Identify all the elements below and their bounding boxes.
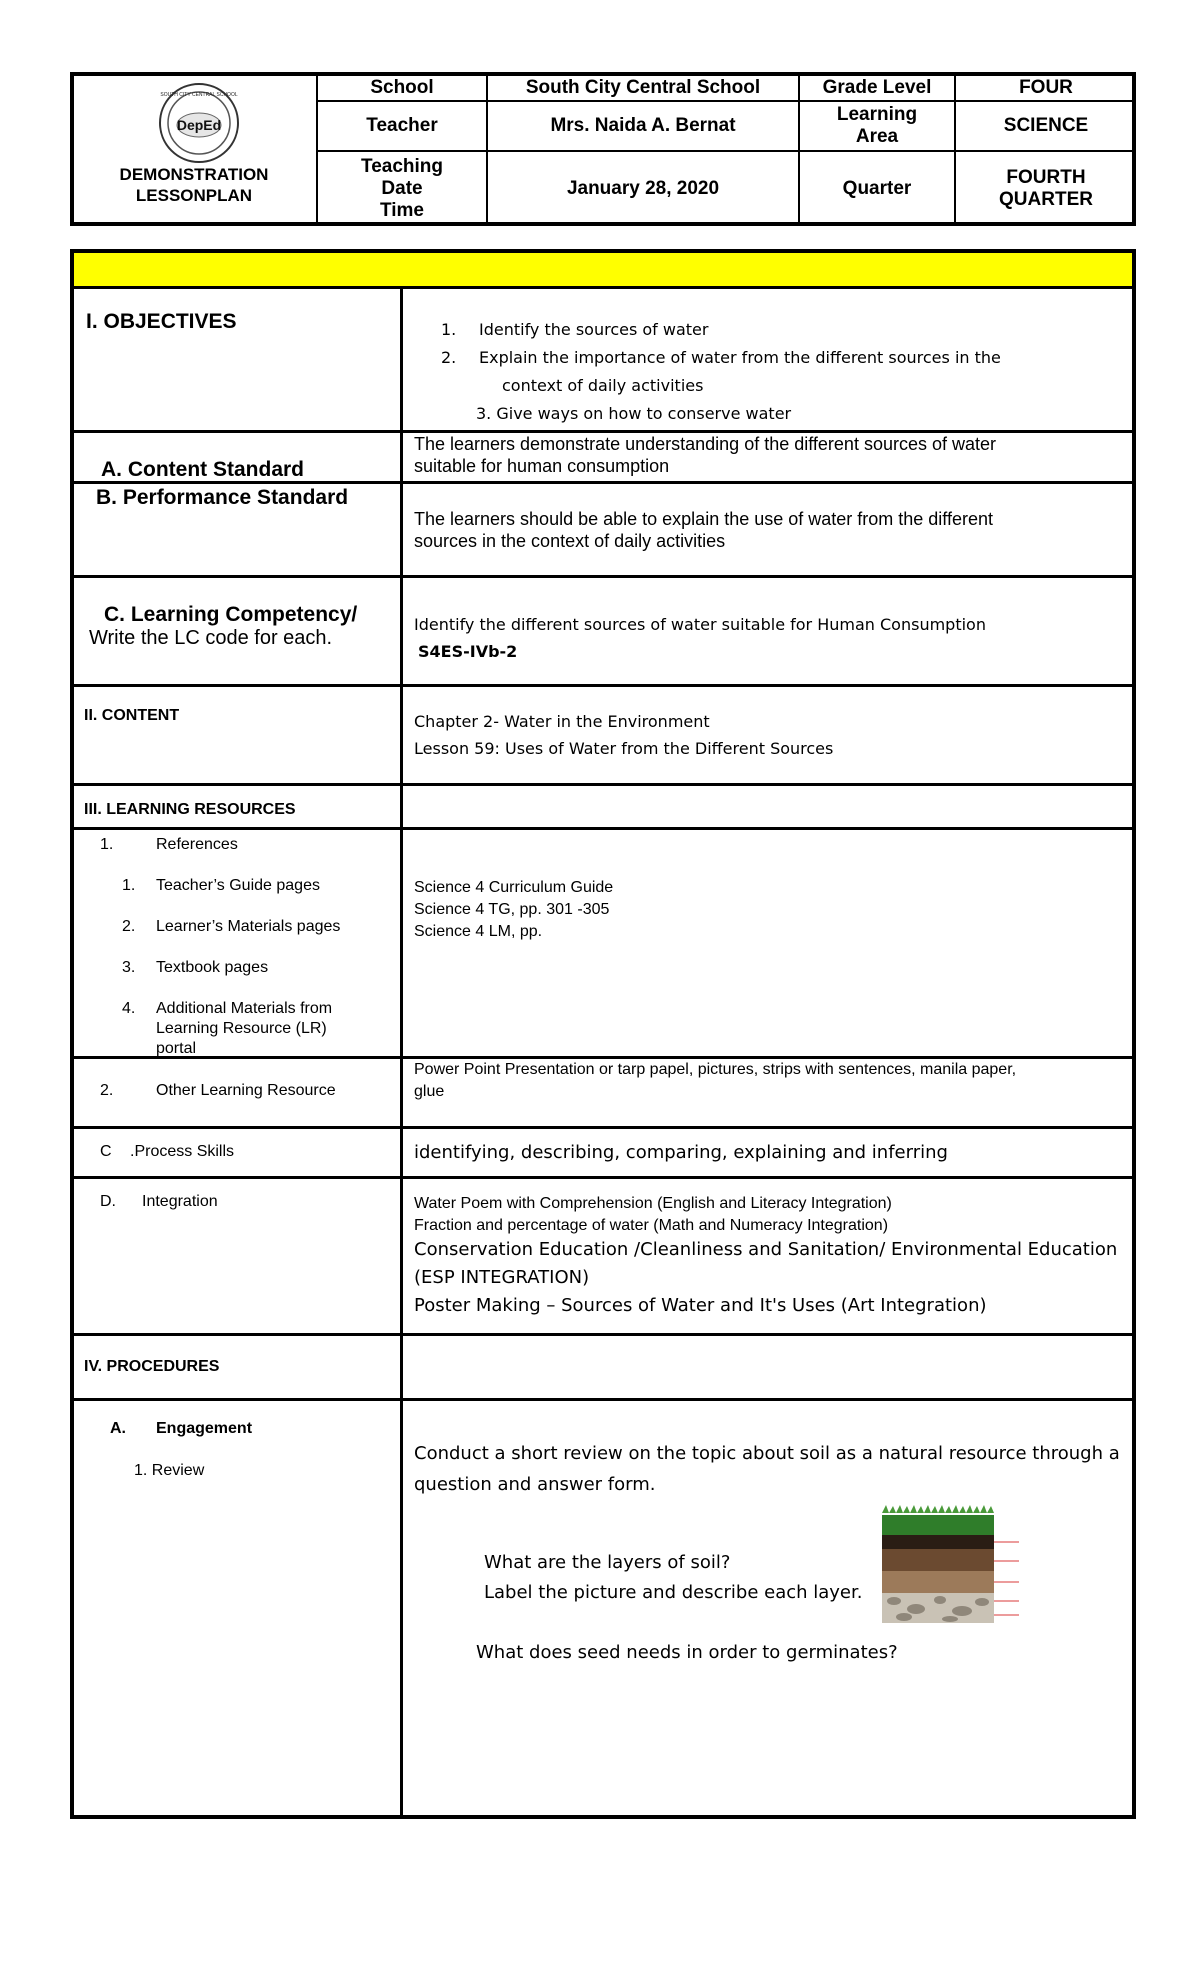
textbook-num: 3. [122,959,136,976]
lesson-table [70,249,1136,1819]
content-line1: Chapter 2- Water in the Environment [414,712,710,731]
date-label [318,152,488,226]
question-2: Label the picture and describe each layer. [484,1582,863,1603]
content-standard-line1: The learners demonstrate understanding of the different sources of water [414,434,997,454]
competency-text: Identify the different sources of water suitable for Human Consumption [414,615,986,634]
quarter-value [956,152,1136,226]
header-grid [318,76,1132,222]
process-skills-label: .Process Skills [130,1143,235,1160]
area-label-line1: Learning [836,104,918,125]
integration-label: Integration [142,1193,218,1210]
integration-line1: Water Poem with Comprehension (English and Literacy Integration) [414,1195,892,1212]
integration-line4: (ESP INTEGRATION) [414,1267,590,1288]
review-label: 1. Review [134,1462,205,1479]
competency-label-line1: C. Learning Competency/ [104,603,358,626]
date-value: January 28, 2020 [488,152,800,226]
grade-value: FOUR [956,76,1136,102]
content-label: II. CONTENT [84,707,180,724]
textbook-pages-label: Textbook pages [156,959,269,976]
procedures-label: IV. PROCEDURES [84,1358,220,1375]
objective-2: Explain the importance of water from the different sources in the [479,348,1001,367]
ref-value-2: Science 4 TG, pp. 301 -305 [414,901,610,918]
date-label-line3: Time [379,200,424,221]
grade-label: Grade Level [800,76,956,102]
other-resource-line1: Power Point Presentation or tarp papel, pictures, strips with sentences, manila paper, [414,1061,1017,1078]
additional-materials-label: Additional Materials from [156,1000,333,1017]
deped-logo [158,82,240,164]
integration-letter: D. [100,1193,116,1210]
quarter-value-line2: QUARTER [999,189,1093,210]
school-label: School [318,76,488,102]
additional-materials-line2: Learning Resource (LR) [156,1020,327,1037]
lm-num: 2. [122,918,136,935]
ref-value-1: Science 4 Curriculum Guide [414,879,614,896]
quarter-label: Quarter [800,152,956,226]
integration-line5: Poster Making – Sources of Water and It's Uses (Art Integration) [414,1295,987,1316]
objective-2-cont: context of daily activities [502,376,704,395]
other-resource-label: Other Learning Resource [156,1082,336,1099]
objective-2-num: 2. [441,348,457,367]
other-resource-num: 2. [100,1082,114,1099]
references-label: References [156,836,238,853]
question-3: What does seed needs in order to germinates? [476,1642,898,1663]
competency-label-line2: Write the LC code for each. [89,627,333,649]
integration-line2: Fraction and percentage of water (Math and Numeracy Integration) [414,1217,889,1234]
row-divider [74,1398,1132,1401]
soil-layers-image [874,1505,1034,1635]
performance-standard-line2: sources in the context of daily activities [414,531,726,551]
doc-title-line2: LESSONPLAN [135,186,253,205]
additional-materials-line3: portal [156,1040,197,1057]
ref-value-3: Science 4 LM, pp. [414,923,543,940]
row-divider [74,827,1132,830]
date-label-line2: Date [381,178,423,199]
logo-cell [74,76,318,222]
doc-title [74,164,314,206]
objective-1-num: 1. [441,320,457,339]
other-resource-line2: glue [414,1083,445,1100]
row-divider [74,1126,1132,1129]
content-line2: Lesson 59: Uses of Water from the Different Sources [414,739,834,758]
logo-ring-text: SOUTH CITY CENTRAL SCHOOL [160,92,238,98]
objective-3: 3. Give ways on how to conserve water [476,404,792,423]
logo-text: DepEd [176,117,222,133]
content-standard-label: A. Content Standard [101,458,304,481]
highlight-bar [74,253,1132,289]
process-skills-text: identifying, describing, comparing, explaining and inferring [414,1142,948,1163]
area-label [800,102,956,152]
engagement-label: Engagement [156,1420,253,1437]
area-value: SCIENCE [956,102,1136,152]
row-divider [74,1176,1132,1179]
teacher-value: Mrs. Naida A. Bernat [488,102,800,152]
process-skills-letter: C [100,1143,112,1160]
row-divider [74,575,1132,578]
header-table [70,72,1136,226]
tg-pages-label: Teacher’s Guide pages [156,877,320,894]
row-divider [74,430,1132,433]
teacher-label: Teacher [318,102,488,152]
row-divider [74,1056,1132,1059]
performance-standard-label: B. Performance Standard [96,486,349,509]
school-value: South City Central School [488,76,800,102]
integration-line3: Conservation Education /Cleanliness and Sanitation/ Environmental Education [414,1239,1118,1260]
doc-title-line1: DEMONSTRATION [119,165,269,184]
engagement-letter: A. [110,1420,126,1437]
quarter-value-line1: FOURTH [1006,167,1086,188]
objectives-heading: I. OBJECTIVES [86,310,237,333]
row-divider [74,684,1132,687]
date-label-line1: Teaching [361,156,443,177]
column-divider [400,289,403,1815]
row-divider [74,1333,1132,1336]
competency-code: S4ES-IVb-2 [418,642,518,661]
area-label-line2: Area [855,126,899,147]
references-num: 1. [100,836,114,853]
objective-1: Identify the sources of water [479,320,709,339]
lm-pages-label: Learner’s Materials pages [156,918,341,935]
performance-standard-line1: The learners should be able to explain the use of water from the different [414,509,994,529]
question-1: What are the layers of soil? [484,1552,731,1573]
additional-num: 4. [122,1000,136,1017]
review-line2: question and answer form. [414,1474,656,1495]
review-line1: Conduct a short review on the topic about soil as a natural resource through a [414,1443,1120,1464]
row-divider [74,783,1132,786]
tg-num: 1. [122,877,136,894]
content-standard-line2: suitable for human consumption [414,456,670,476]
resources-label: III. LEARNING RESOURCES [84,801,296,818]
